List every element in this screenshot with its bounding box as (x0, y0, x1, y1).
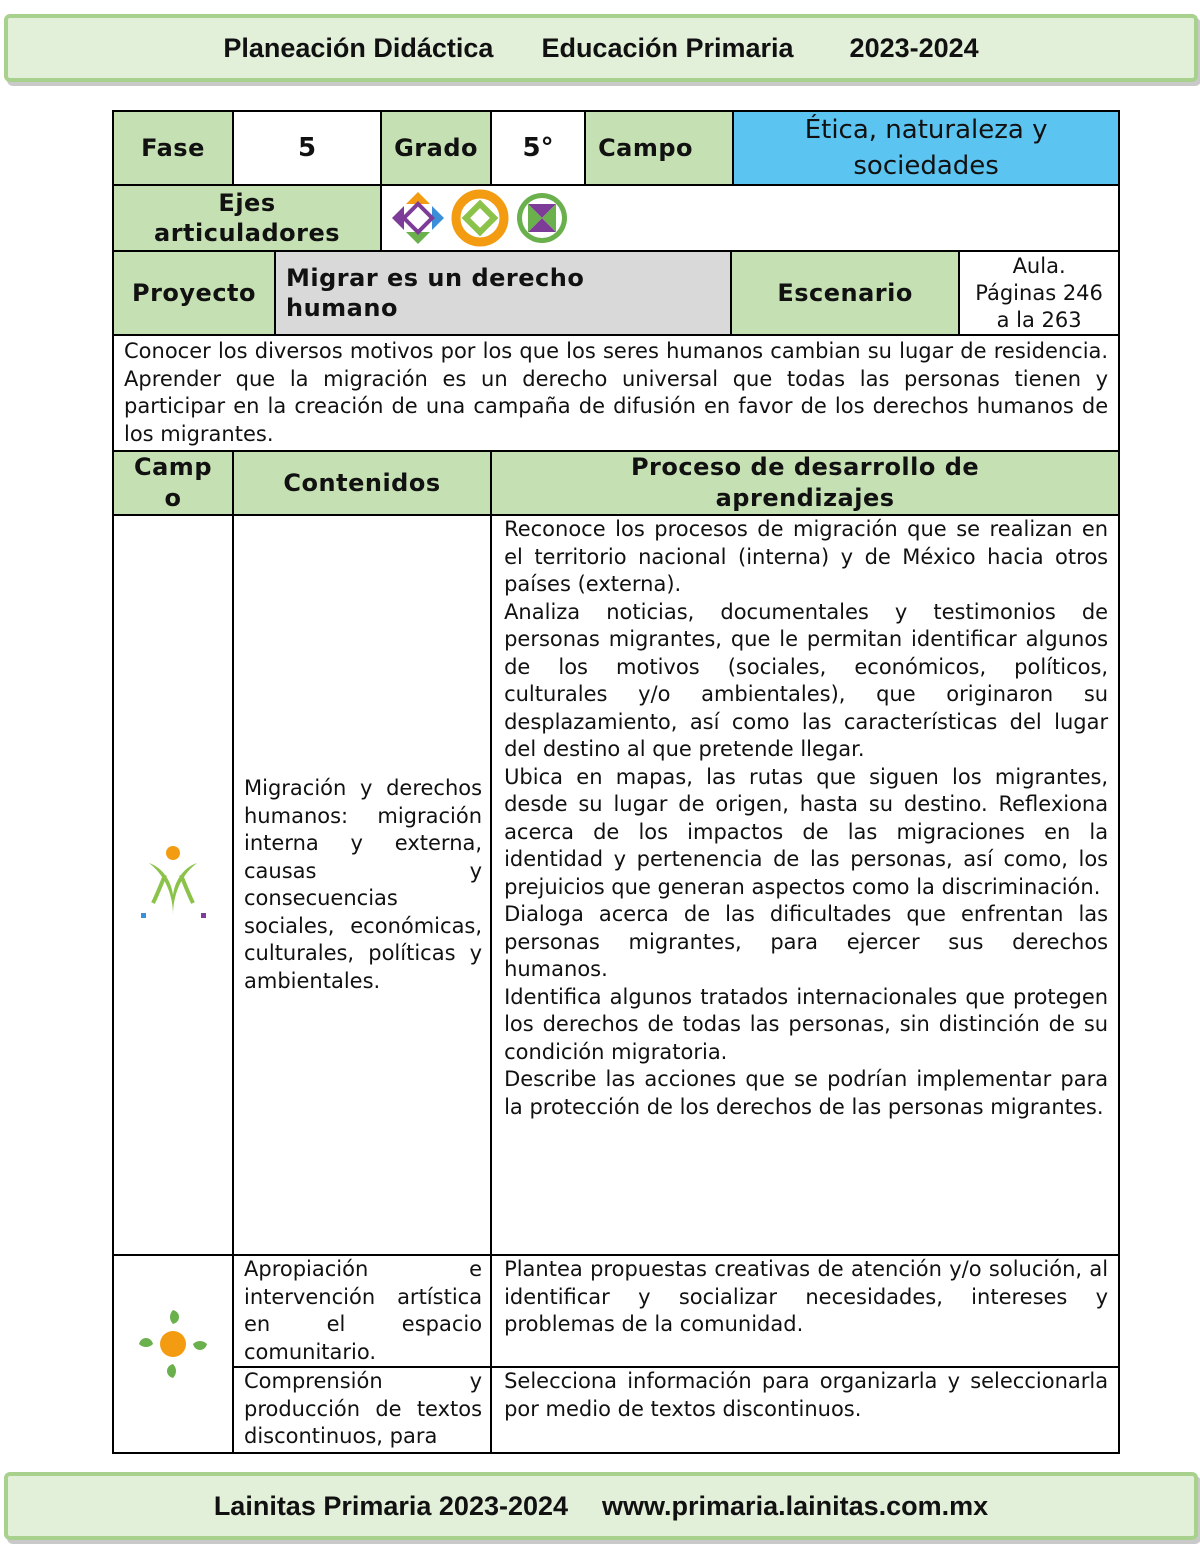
critical-thinking-icon (451, 189, 509, 247)
campo-header: Campo (113, 451, 233, 515)
proceso-item: Plantea propuestas creativas de atención y/o solución, al identificar y socializar necesidades, intereses y problemas de la comunidad. (504, 1257, 1109, 1336)
proceso-header: Proceso de desarrollo de aprendizajes (491, 451, 1119, 515)
fase-value: 5 (233, 111, 381, 185)
contenidos-header: Contenidos (233, 451, 491, 515)
proceso-cell-2 (491, 1255, 1119, 1367)
grado-label: Grado (381, 111, 491, 185)
contenido-cell-1: Migración y derechos humanos: migración interna y externa, causas y consecuencias sociales, económicas, culturales, políticas y ambientales. (233, 515, 491, 1255)
interculturality-icon (514, 190, 570, 246)
escenario-label: Escenario (731, 251, 959, 335)
proceso-item: Ubica en mapas, las rutas que siguen los migrantes, desde su lugar de origen, hasta su destino. Reflexiona acerca de los impactos de las migraciones en la identidad y pertenencia de las personas, así como, los prejuicios que generan aspectos como la discriminación. (504, 764, 1109, 899)
school-year: 2023-2024 (849, 32, 979, 63)
campo-icon-cell (113, 515, 233, 1255)
proceso-item: Describe las acciones que se podrían implementar para la protección de los derechos de las personas migrantes. (504, 1067, 1109, 1119)
inclusion-icon (390, 190, 446, 246)
contenido-cell-2: Apropiación e intervención artística en el espacio comunitario. (233, 1255, 491, 1367)
footer-url[interactable]: www.primaria.lainitas.com.mx (602, 1490, 989, 1521)
proyecto-value: Migrar es un derecho humano (275, 251, 731, 335)
proceso-item: Reconoce los procesos de migración que se realizan en el territorio nacional (interna) y de México hacia otros países (externa). (504, 517, 1109, 596)
contenido-cell-3: Comprensión y producción de textos discontinuos, para (233, 1367, 491, 1453)
grado-value: 5° (491, 111, 585, 185)
project-objective: Conocer los diversos motivos por los que los seres humanos cambian su lugar de residencia. Aprender que la migración es un derecho universal que todas las personas tienen y participar en la creación de una campaña de difusión en favor de los derechos humanos de los migrantes. (113, 335, 1119, 451)
proceso-cell-1 (491, 515, 1119, 1255)
proyecto-label: Proyecto (113, 251, 275, 335)
ejes-icons (381, 185, 1119, 251)
footer-brand: Lainitas Primaria 2023-2024 (213, 1490, 569, 1521)
campo-icon-cell-2 (113, 1255, 233, 1453)
escenario-value: Aula. Páginas 246 a la 263 (959, 251, 1119, 335)
ethics-field-icon (135, 845, 211, 921)
planning-table (112, 110, 1120, 1454)
document-title: Planeación Didáctica (223, 32, 494, 63)
ejes-label: Ejes articuladores (113, 185, 381, 251)
fase-label: Fase (113, 111, 233, 185)
proceso-item: Dialoga acerca de las dificultades que enfrentan las personas migrantes, para ejercer sus derechos humanos. (504, 902, 1109, 981)
proceso-item: Identifica algunos tratados internacionales que protegen los derechos de todas las personas, sin distinción de su condición migratoria. (504, 984, 1109, 1064)
education-level: Educación Primaria (541, 32, 794, 63)
proceso-cell-3 (491, 1367, 1119, 1453)
proceso-item: Selecciona información para organizarla y seleccionarla por medio de textos discontinuos. (504, 1369, 1109, 1421)
proceso-item: Analiza noticias, documentales y testimonios de personas migrantes, que le permitan identificar algunos de los motivos (sociales, económicos, políticos, culturales y/o ambientales), que originaron su desplazamiento, así como las características del lugar del destino al que pretende llegar. (504, 599, 1109, 761)
campo-label: Campo (585, 111, 733, 185)
languages-field-icon (135, 1306, 211, 1382)
campo-value: Ética, naturaleza y sociedades (733, 111, 1119, 185)
footer-banner (4, 1472, 1198, 1540)
header-banner (4, 14, 1198, 82)
